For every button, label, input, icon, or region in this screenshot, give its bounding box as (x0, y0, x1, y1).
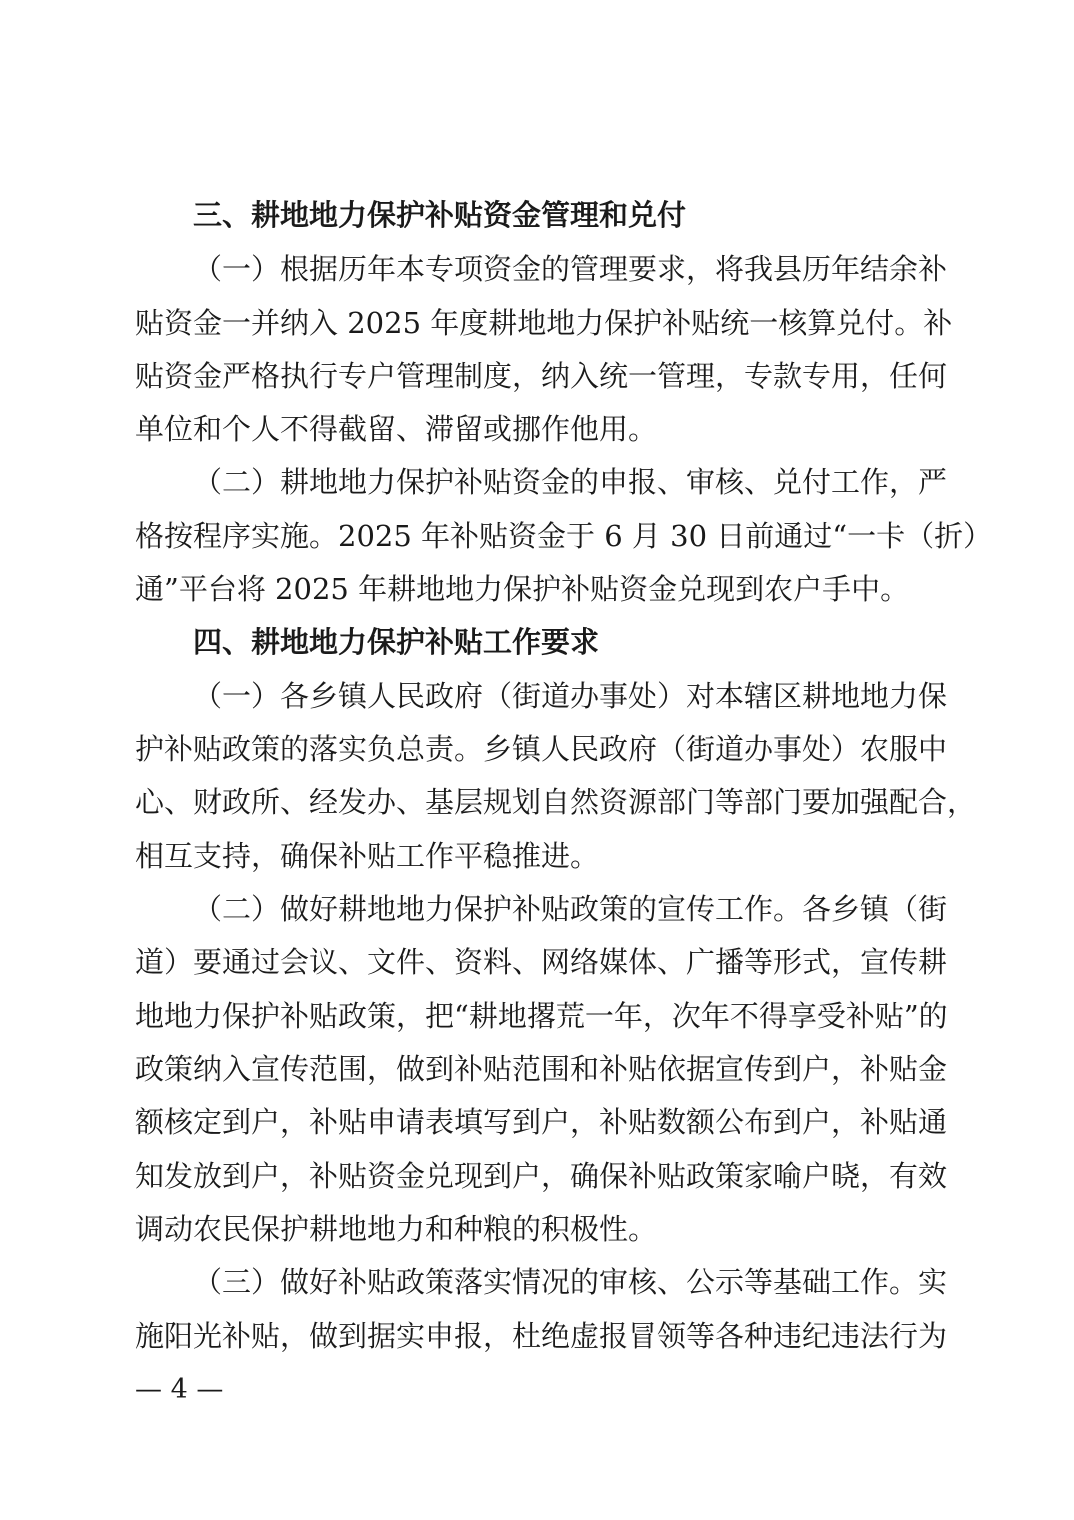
paragraph-line: （二）耕地地力保护补贴资金的申报、审核、兑付工作，严 (193, 465, 948, 499)
page-number: — 4 — (135, 1374, 224, 1405)
paragraph-line: 护补贴政策的落实负总责。乡镇人民政府（街道办事处）农服中 (135, 732, 948, 766)
paragraph-line: 单位和个人不得截留、滞留或挪作他用。 (135, 412, 658, 446)
paragraph-line: 贴资金一并纳入 2025 年度耕地地力保护补贴统一核算兑付。补 (135, 306, 953, 340)
paragraph-line: 政策纳入宣传范围，做到补贴范围和补贴依据宣传到户，补贴金 (135, 1052, 948, 1086)
paragraph-line: （一）各乡镇人民政府（街道办事处）对本辖区耕地地力保 (193, 679, 948, 713)
paragraph-line: 格按程序实施。2025 年补贴资金于 6 月 30 日前通过“一卡（折） (135, 519, 993, 553)
paragraph-line: （一）根据历年本专项资金的管理要求，将我县历年结余补 (193, 252, 948, 286)
paragraph-line: 道）要通过会议、文件、资料、网络媒体、广播等形式，宣传耕 (135, 945, 948, 979)
paragraph-line: 相互支持，确保补贴工作平稳推进。 (135, 839, 600, 873)
paragraph-line: 额核定到户，补贴申请表填写到户，补贴数额公布到户，补贴通 (135, 1105, 948, 1139)
paragraph-line: （二）做好耕地地力保护补贴政策的宣传工作。各乡镇（街 (193, 892, 948, 926)
paragraph-line: 知发放到户，补贴资金兑现到户，确保补贴政策家喻户晓，有效 (135, 1159, 948, 1193)
paragraph-line: （三）做好补贴政策落实情况的审核、公示等基础工作。实 (193, 1265, 948, 1299)
section-heading-4: 四、耕地地力保护补贴工作要求 (193, 625, 600, 659)
paragraph-line: 调动农民保护耕地地力和种粮的积极性。 (135, 1212, 658, 1246)
paragraph-line: 心、财政所、经发办、基层规划自然资源部门等部门要加强配合， (135, 785, 977, 819)
paragraph-line: 地地力保护补贴政策，把“耕地撂荒一年，次年不得享受补贴”的 (135, 999, 948, 1033)
paragraph-line: 施阳光补贴，做到据实申报，杜绝虚报冒领等各种违纪违法行为 (135, 1319, 948, 1353)
paragraph-line: 贴资金严格执行专户管理制度，纳入统一管理，专款专用，任何 (135, 359, 948, 393)
section-heading-3: 三、耕地地力保护补贴资金管理和兑付 (193, 198, 687, 232)
paragraph-line: 通”平台将 2025 年耕地地力保护补贴资金兑现到农户手中。 (135, 572, 910, 606)
